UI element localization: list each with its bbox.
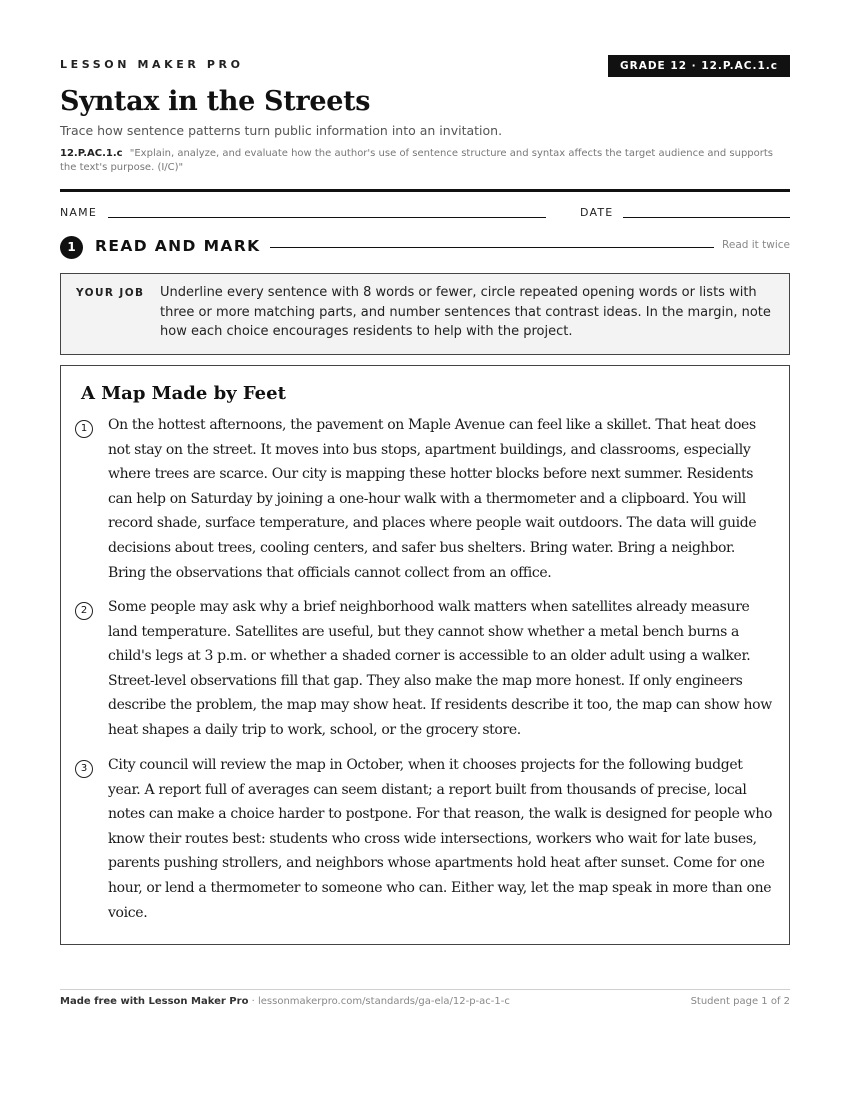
grade-badge: GRADE 12 · 12.P.AC.1.c [608,55,790,77]
paragraph-text: City council will review the map in October, when it chooses projects for the following budget year. A report full of averages can seem distant; a report built from thousands of precise, local notes can make a choice harder to postpone. For that reason, the walk is designed for people who know their routes best: students who cross wide intersections, workers who wait for late buses, parents pushing strollers, and neighbors whose apartments hold heat after sunset. Come for one hour, or lend a thermometer to someone who can. Either way, let the map speak in more than one voice. [108,757,773,921]
footer-credit [60,996,510,1007]
name-date-row [60,206,790,222]
passage-title: A Map Made by Feet [81,383,286,404]
section-rule [270,247,714,248]
standard-statement [60,147,790,175]
section-note: Read it twice [722,239,790,251]
standard-code: 12.P.AC.1.c [60,148,123,159]
name-label: NAME [60,206,97,219]
paragraph-number: 3 [75,760,93,778]
footer-made-with: Made free with Lesson Maker Pro [60,996,249,1007]
worksheet-title: Syntax in the Streets [60,86,371,117]
paragraph-text: On the hottest afternoons, the pavement on Maple Avenue can feel like a skillet. That heat does not stay on the street. It moves into bus stops, apartment buildings, and classrooms, especially where trees are scarce. Our city is mapping these hotter blocks before next summer. Residents can help on Saturday by joining a one-hour walk with a thermometer and a clipboard. You will record shade, surface temperature, and places where people wait outdoors. The data will guide decisions about trees, cooling centers, and safer bus shelters. Bring water. Bring a neighbor. Bring the observations that officials cannot collect from an office. [108,417,757,581]
date-field-line[interactable] [623,217,790,218]
reading-passage-box [60,365,790,945]
standard-text: "Explain, analyze, and evaluate how the author's use of sentence structure and syntax affects the target audience and supports the text's purpose. (I/C)" [60,148,774,173]
name-field-line[interactable] [108,217,546,218]
footer-divider [60,989,790,990]
paragraph-text: Some people may ask why a brief neighborhood walk matters when satellites already measure land temperature. Satellites are useful, but they cannot show whether a metal bench burns a child's legs at 3 p.m. or whether a shaded corner is accessible to an older adult using a walker. Street-level observations fill that gap. They also make the map more honest. If only engineers describe the problem, the map may show heat. If residents describe it too, the map can show how heat shapes a daily trip to work, school, or the grocery store. [108,599,772,738]
paragraph-number: 2 [75,602,93,620]
brand-name: LESSON MAKER PRO [60,58,244,71]
job-text: Underline every sentence with 8 words or fewer, circle repeated opening words or lists with three or more matching parts, and number sentences that contrast ideas. In the margin, note how each choice encourages residents to help with the project. [160,285,771,339]
date-label: DATE [580,206,614,219]
header-divider [60,189,790,192]
job-instructions-box [60,273,790,355]
section-title: READ AND MARK [95,237,261,255]
footer-url[interactable]: · lessonmakerpro.com/standards/ga-ela/12-p-ac-1-c [248,996,510,1007]
section-number-badge: 1 [60,236,83,259]
top-bar [60,55,790,77]
paragraph-number: 1 [75,420,93,438]
job-label: YOUR JOB [76,287,145,299]
footer-page-number: Student page 1 of 2 [690,996,790,1007]
worksheet-subtitle: Trace how sentence patterns turn public information into an invitation. [60,123,503,138]
section-heading [60,236,790,258]
